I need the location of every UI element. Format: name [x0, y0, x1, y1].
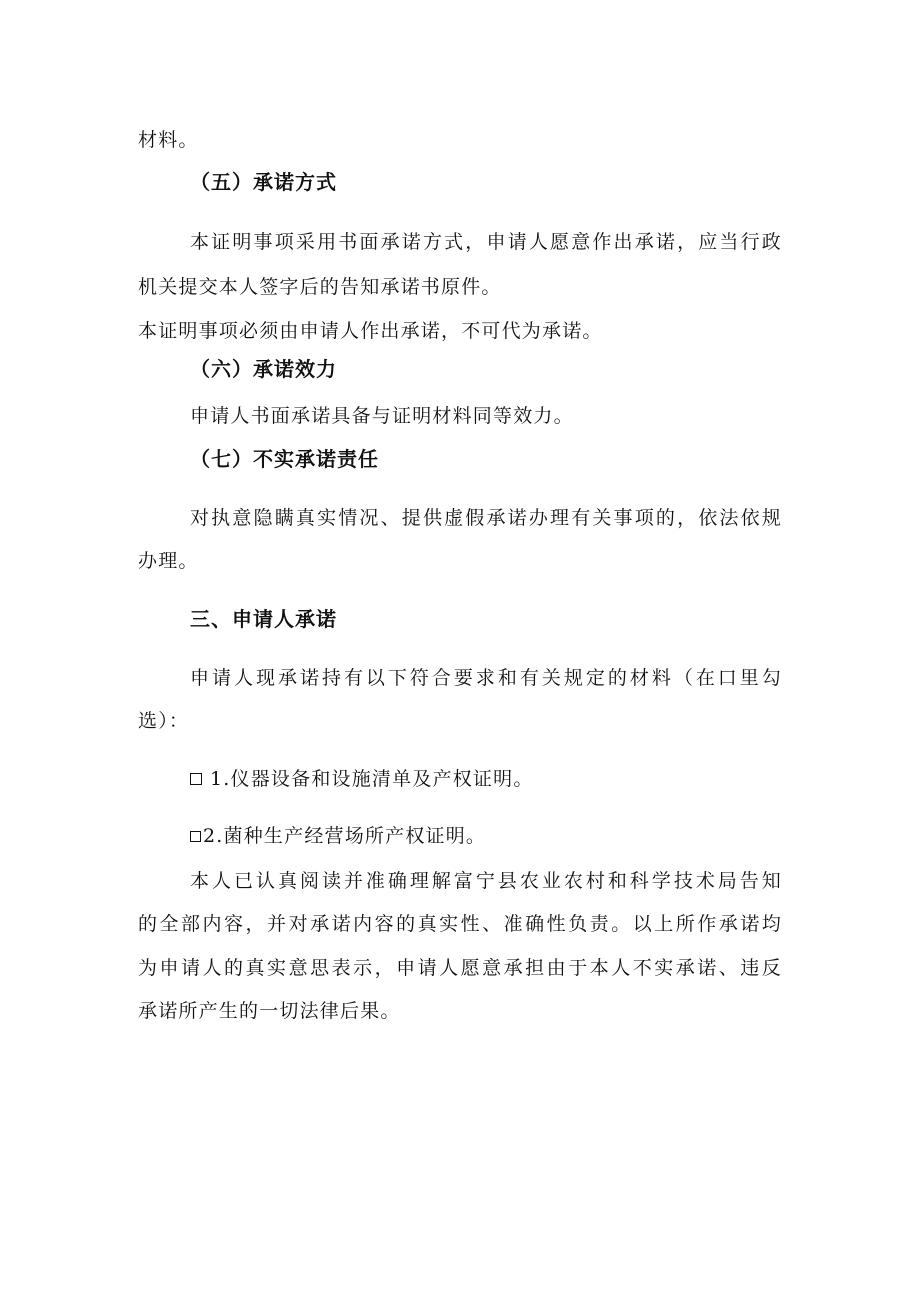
statement-line-2: 的全部内容，并对承诺内容的真实性、准确性负责。以上所作承诺均 [138, 913, 782, 935]
section-7-line-2: 办理。 [138, 550, 199, 572]
checklist-item-1 [190, 767, 534, 791]
checklist-item-2-text: 2.菌种生产经营场所产权证明。 [203, 825, 487, 847]
checklist-item-2 [190, 824, 486, 848]
section-6-heading: （六）承诺效力 [190, 357, 337, 381]
continuation-text: 材料。 [138, 129, 199, 151]
statement-line-4: 承诺所产生的一切法律后果。 [138, 1000, 401, 1022]
checkbox-icon[interactable] [190, 773, 202, 785]
main-section-heading: 三、申请人承诺 [190, 607, 337, 631]
statement-line-3: 为申请人的真实意思表示，申请人愿意承担由于本人不实承诺、违反 [138, 957, 782, 979]
section-7-line-1: 对执意隐瞒真实情况、提供虚假承诺办理有关事项的，依法依规 [190, 507, 782, 529]
main-section-intro-line-2: 选）： [138, 710, 190, 732]
checkbox-icon[interactable] [190, 831, 201, 842]
section-5-line-1: 本证明事项采用书面承诺方式，申请人愿意作出承诺，应当行政 [190, 231, 782, 253]
section-6-line-1: 申请人书面承诺具备与证明材料同等效力。 [190, 405, 574, 427]
checklist-item-1-text: 1.仪器设备和设施清单及产权证明。 [210, 768, 534, 790]
section-5-line-3: 本证明事项必须由申请人作出承诺，不可代为承诺。 [138, 320, 603, 342]
section-5-heading: （五）承诺方式 [190, 170, 337, 194]
main-section-intro-line-1: 申请人现承诺持有以下符合要求和有关规定的材料（在口里勾 [190, 667, 782, 689]
section-7-heading: （七）不实承诺责任 [190, 447, 379, 471]
section-5-line-2: 机关提交本人签字后的告知承诺书原件。 [138, 276, 502, 298]
statement-line-1: 本人已认真阅读并准确理解富宁县农业农村和科学技术局告知 [190, 870, 782, 892]
